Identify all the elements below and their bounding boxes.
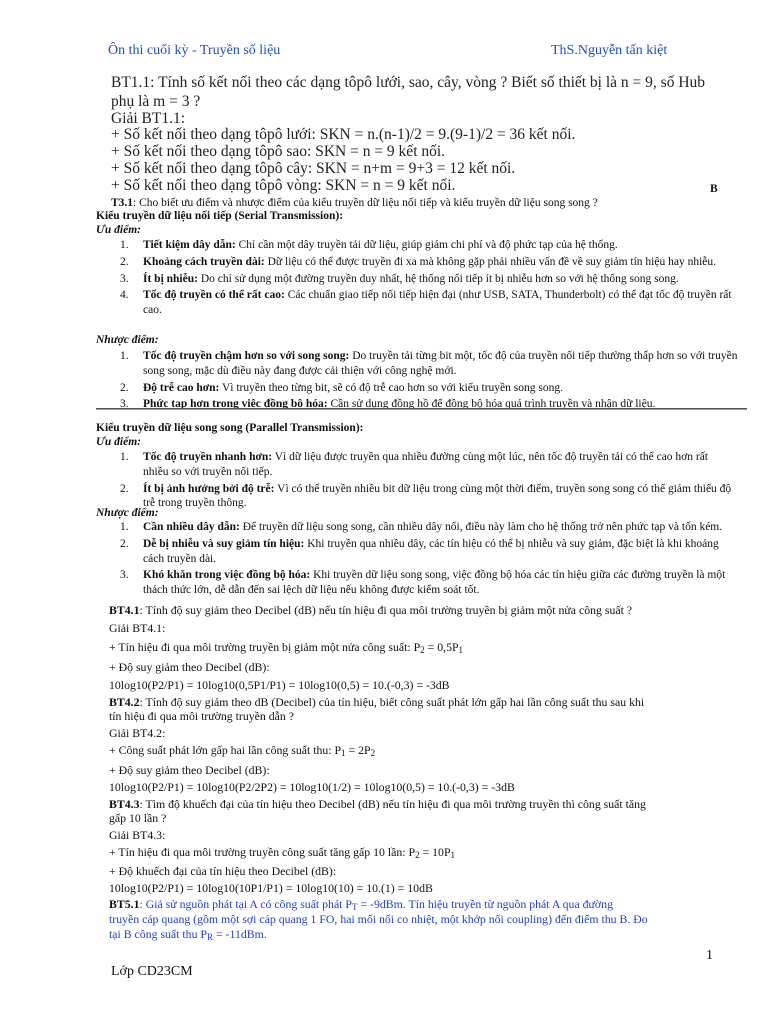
bt43-formula: 10log10(P2/P1) = 10log10(10P1/P1) = 10log10(10) = 10.(1) = 10dB	[109, 881, 433, 895]
bt43-solution-label: Giải BT4.3:	[109, 828, 166, 842]
bt42-line: + Độ suy giảm theo Decibel (dB):	[109, 763, 270, 777]
list-item: 3. Khó khăn trong việc đồng bộ hóa: Khi truyền dữ liệu song song, việc đồng bộ hóa các tín hiệu giữa các đường truyền là một thách thức lớn, dễ dẫn đến sai lệch dữ liệu nếu không được kiểm soát tốt.	[120, 569, 726, 597]
list-item: 1. Tiết kiệm dây dẫn: Chỉ cần một dây truyền tải dữ liệu, giúp giảm chi phí và độ phức tạp của hệ thống.	[120, 239, 618, 251]
section-divider	[96, 408, 747, 410]
header-right: ThS.Nguyễn tấn kiệt	[551, 43, 668, 58]
bt11-line: + Số kết nối theo dạng tôpô lưới: SKN = n.(n-1)/2 = 9.(9-1)/2 = 36 kết nối.	[111, 126, 576, 143]
serial-dis-label: Nhược điểm:	[96, 334, 159, 346]
bt42-solution-label: Giải BT4.2:	[109, 726, 166, 740]
bt41-line: + Độ suy giảm theo Decibel (dB):	[109, 660, 270, 674]
bt43-line: + Độ khuếch đại của tín hiệu theo Decibel (dB):	[109, 864, 337, 878]
parallel-title: Kiểu truyền dữ liệu song song (Parallel Transmission):	[96, 422, 364, 434]
footer-class: Lớp CD23CM	[111, 964, 193, 979]
bt11-line: + Số kết nối theo dạng tôpô sao: SKN = n = 9 kết nối.	[111, 143, 446, 160]
question-text: : Cho biết ưu điểm và nhược điểm của kiểu truyền dữ liệu nối tiếp và kiểu truyền dữ liệu song song ?	[133, 197, 598, 209]
list-item: 2. Độ trễ cao hơn: Vì truyền theo từng bit, sẽ có độ trễ cao hơn so với kiểu truyền song song.	[120, 381, 563, 394]
bt11-line: + Số kết nối theo dạng tôpô cây: SKN = n+m = 9+3 = 12 kết nối.	[111, 160, 516, 177]
parallel-adv-list	[117, 450, 732, 513]
list-item: 4. Tốc độ truyền có thể rất cao: Các chuẩn giao tiếp nối tiếp hiện đại (như USB, SATA, Thunderbolt) có thể đạt tốc độ truyền rất cao.	[120, 289, 732, 317]
serial-dis-list	[117, 349, 749, 414]
bt43-question-cont: gấp 10 lần ?	[109, 811, 167, 825]
parallel-dis-label: Nhược điểm:	[96, 507, 159, 519]
bt41-question: BT4.1: Tính độ suy giảm theo Decibel (dB) nếu tín hiệu đi qua môi trường truyền bị giảm một nửa công suất ?	[109, 603, 633, 617]
margin-mark: B	[710, 183, 718, 195]
bt41-line: + Tín hiệu đi qua môi trường truyền bị giảm một nửa công suất: P2 = 0,5P1	[109, 640, 464, 655]
serial-adv-list	[117, 238, 737, 320]
bt51-question: BT5.1: Giả sử nguồn phát tại A có công suất phát PT = -9dBm. Tín hiệu truyền từ nguồn phát A qua đường	[109, 897, 613, 912]
bt42-question-cont: tín hiệu đi qua môi trường truyền dẫn ?	[109, 709, 294, 723]
page-number: 1	[706, 948, 713, 963]
bt42-formula: 10log10(P2/P1) = 10log10(P2/2P2) = 10log10(1/2) = 10log10(0,5) = 10.(-0,3) = -3dB	[109, 780, 515, 794]
bt51-line: tại B công suất thu PR = -11dBm.	[109, 927, 267, 942]
list-item: 1. Tốc độ truyền nhanh hơn: Vì dữ liệu được truyền qua nhiều đường cùng một lúc, nên tốc độ truyền tải có thể cao hơn rất nhiều so với truyền nối tiếp.	[120, 451, 709, 478]
list-item: 3. Phức tạp hơn trong việc đồng bộ hóa: Cần sử dụng đồng hồ để đồng bộ hóa quá trình truyền và nhận dữ liệu.	[120, 398, 656, 411]
parallel-dis-list	[117, 520, 737, 600]
question-label: T3.1	[111, 197, 134, 209]
serial-title: Kiểu truyền dữ liệu nối tiếp (Serial Transmission):	[96, 210, 344, 222]
bt11-line: + Số kết nối theo dạng tôpô vòng: SKN = n = 9 kết nối.	[111, 177, 456, 194]
serial-adv-label: Ưu điểm:	[96, 224, 142, 236]
list-item: 2. Dễ bị nhiễu và suy giảm tín hiệu: Khi truyền qua nhiều dây, các tín hiệu có thể bị nhiễu và suy giảm, đặc biệt là khi khoảng cách truyền dài.	[120, 537, 719, 565]
list-item: 2. Khoảng cách truyền dài: Dữ liệu có thể được truyền đi xa mà không gặp phải nhiều vấn đề về suy giảm tín hiệu hay nhiễu.	[120, 255, 717, 268]
bt43-line: + Tín hiệu đi qua môi trường truyền công suất tăng gấp 10 lần: P2 = 10P1	[109, 845, 456, 860]
list-item: 3. Ít bị nhiễu: Do chỉ sử dụng một đường truyền duy nhất, hệ thống nối tiếp ít bị nhiễu hơn so với hệ thống song song.	[120, 272, 679, 285]
bt51-line: truyền cáp quang (gồm một sợi cáp quang 1 FO, hai mối nối co nhiệt, một khớp nối coupling) đến điểm thu B. Đo	[109, 912, 648, 926]
question-t31	[111, 197, 598, 209]
bt43-question: BT4.3: Tìm độ khuếch đại của tín hiệu theo Decibel (dB) nếu tín hiệu đi qua môi trường truyền thì công suất tăng	[109, 797, 646, 811]
bt41-solution-label: Giải BT4.1:	[109, 621, 166, 635]
bt41-formula: 10log10(P2/P1) = 10log10(0,5P1/P1) = 10log10(0,5) = 10.(-0,3) = -3dB	[109, 678, 450, 692]
bt42-question: BT4.2: Tính độ suy giảm theo dB (Decibel) của tín hiệu, biết công suất phát lớn gấp hai lần công suất thu sau khi	[109, 695, 645, 709]
list-item: 1. Cần nhiều dây dẫn: Để truyền dữ liệu song song, cần nhiều dây nối, điều này làm cho hệ thống trở nên phức tạp và tốn kém.	[120, 521, 723, 533]
bt11-line: phụ là m = 3 ?	[111, 93, 201, 110]
list-item: 1. Tốc độ truyền chậm hơn so với song song: Do truyền tải từng bit một, tốc độ của truyền nối tiếp thường thấp hơn so với truyền song song, mặc dù điều này đang được cải thiện với công nghệ mới.	[120, 350, 738, 377]
parallel-adv-label: Ưu điểm:	[96, 436, 142, 448]
bt42-line: + Công suất phát lớn gấp hai lần công suất thu: P1 = 2P2	[109, 743, 376, 758]
list-item: 2. Ít bị ảnh hưởng bởi độ trễ: Vì có thể truyền nhiều bit dữ liệu trong cùng một thời điểm, truyền song song có thể giảm thiểu độ trễ trong truyền thông.	[120, 482, 732, 510]
bt11-line: Giải BT1.1:	[111, 110, 186, 127]
header-left: Ôn thi cuối kỳ - Truyền số liệu	[108, 43, 281, 58]
bt11-line: BT1.1: Tính số kết nối theo các dạng tôpô lưới, sao, cây, vòng ? Biết số thiết bị là n = 9, số Hub	[111, 74, 706, 91]
